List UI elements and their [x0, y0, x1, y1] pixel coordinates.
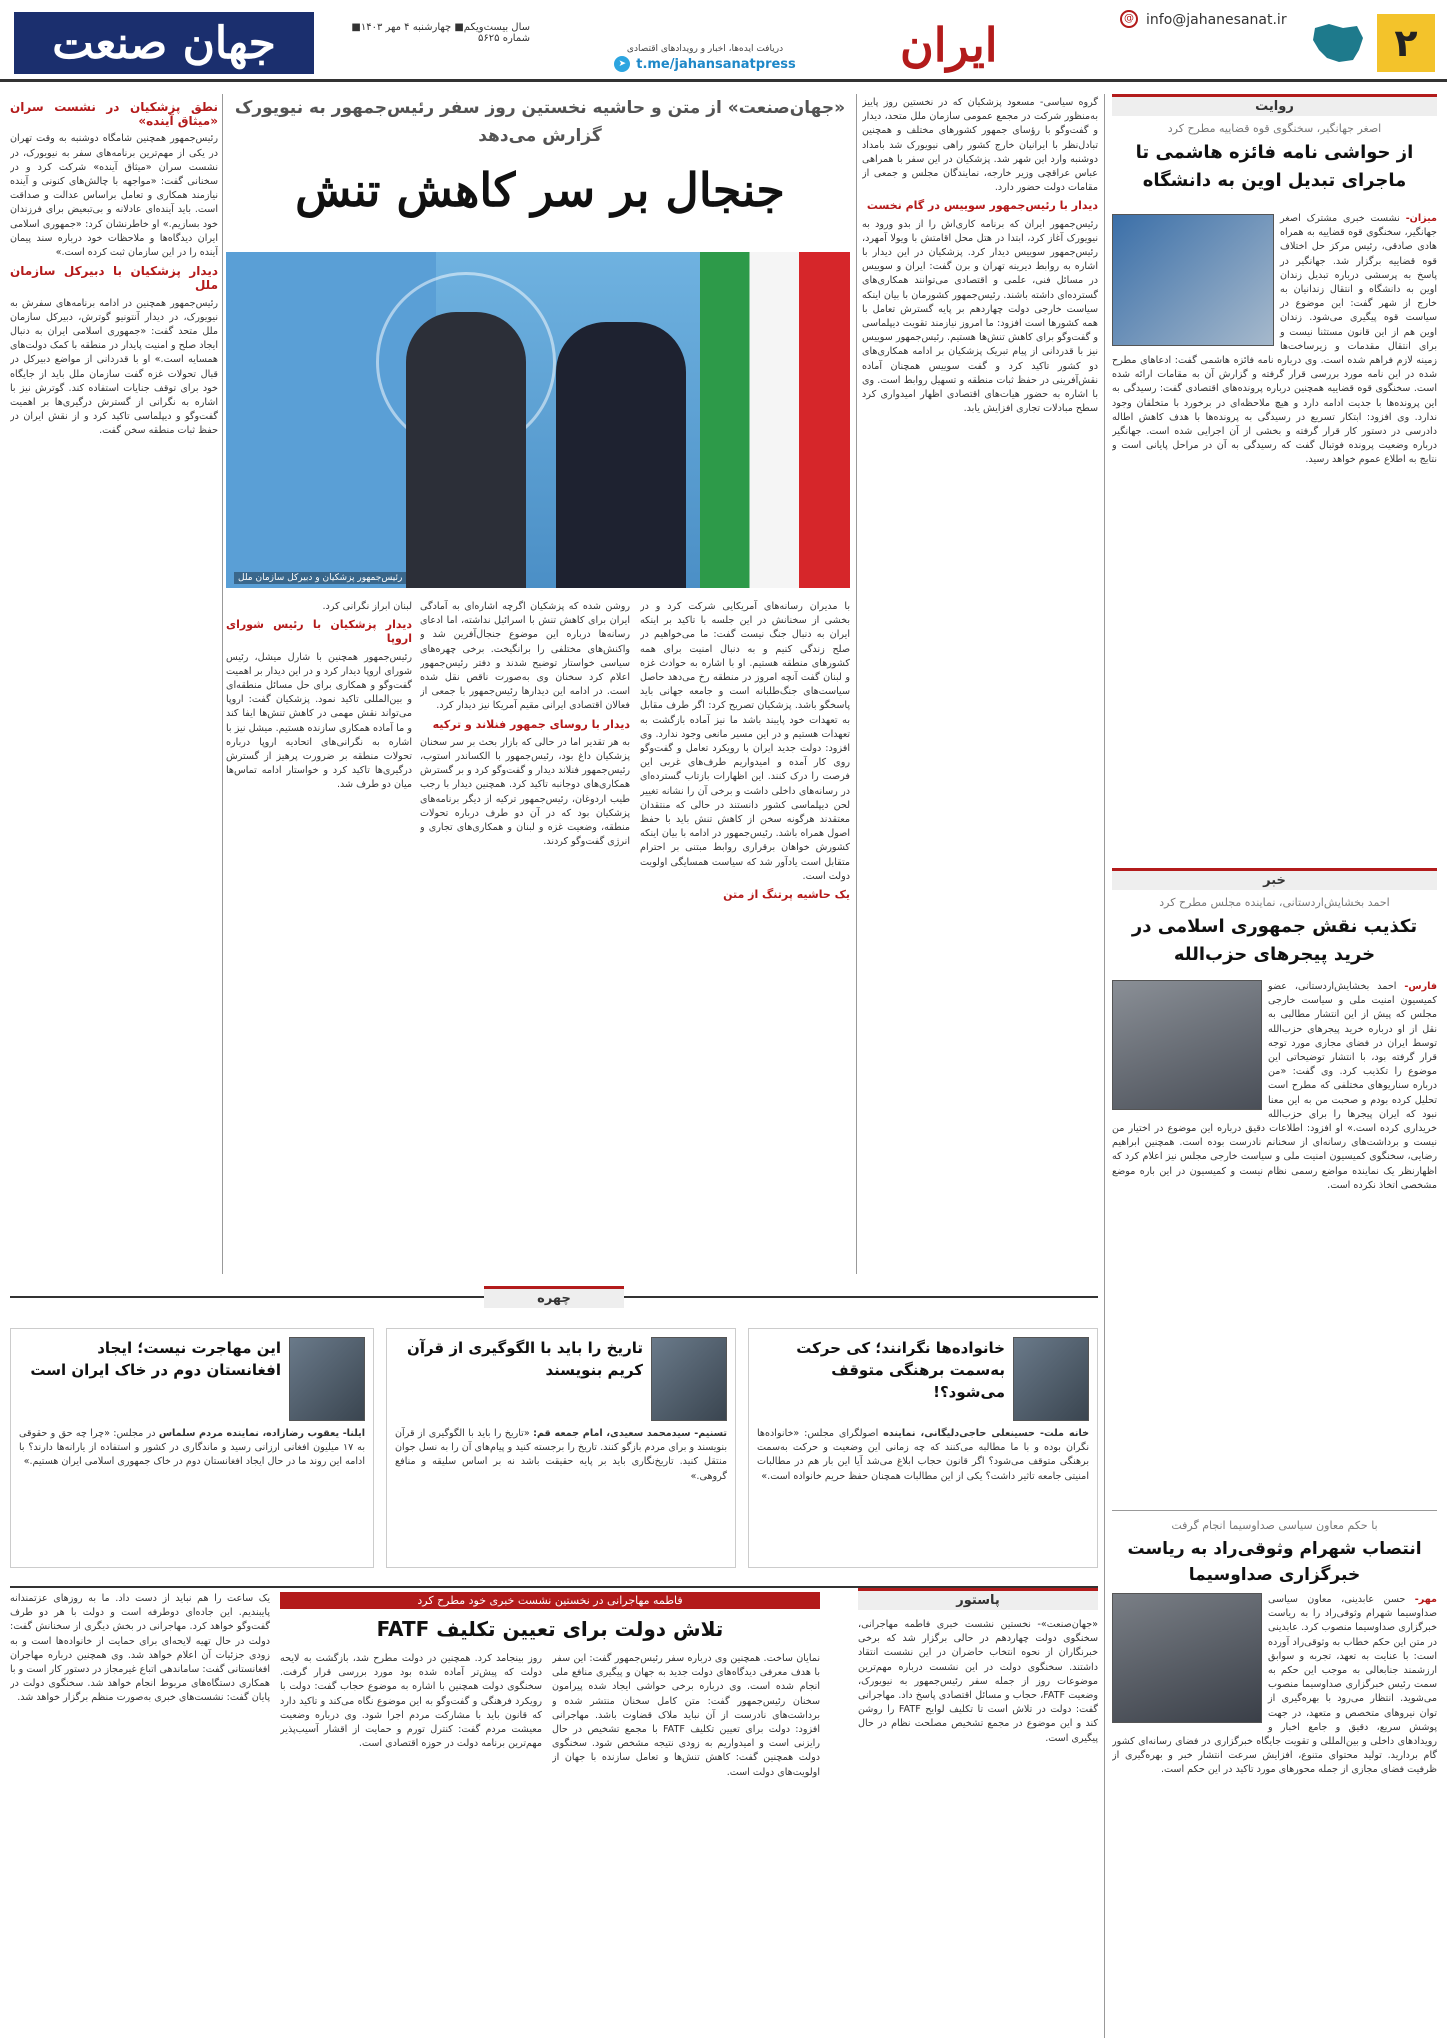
lead-col2-body: با مدیران رسانه‌های آمریکایی شرکت کرد و در بخشی از سخنانش در این جلسه با تاکید بر اینکه ایران به دنبال جنگ نیست گفت: ما می‌خواهیم در صلح زندگی کنیم و به دنبال امنیت برای همه کشورهای منطقه هستیم. او با اشاره به حوادث غزه و لبنان گفت آنچه امروز در منطقه رخ می‌دهد حاصل سیاست‌های جنگ‌طلبانه است و جامعه جهانی باید پاسخگو باشد. پزشکیان تصریح کرد: اگر طرف مقابل به تعهدات خود پایبند باشد ما نیز آماده بازگشت به تعهدات هستیم و در این مسیر مانعی وجود ندارد. وی افزود: دولت جدید ایران با رویکرد تعامل و گفت‌وگو روی کار آمده و امیدواریم طرف‌های غربی این فرصت را درک کنند. این اظهارات بازتاب گسترده‌ای در رسانه‌های داخلی داشت و برخی آن را نشانه تغییر لحن دیپلماسی کشور دانستند در حالی که منتقدان معتقدند هرگونه سخن از کاهش تنش باید با حفظ اصول همراه باشد. رئیس‌جمهور در ادامه با بیان اینکه کشورش خواهان برقراری روابط مبتنی بر احترام متقابل است یادآور شد که سیاست همسایگی اولویت دولت است. — [640, 601, 850, 882]
appoint-source: مهر- — [1414, 1594, 1437, 1605]
iran-flag — [700, 252, 850, 588]
appoint-box — [1112, 1510, 1437, 2038]
appoint-body: حسن عابدینی، معاون سیاسی صداوسیما شهرام وثوقی‌راد را به ریاست خبرگزاری صداوسیما منصوب کرد. عابدینی در متن این حکم خطاب به وثوقی‌راد آورده است: با عنایت به تعهد، تجربه و سوابق ارزشمند جنابعالی به موجب این حکم به سمت رئیس خبرگزاری صداوسیما منصوب می‌شوید. انتظار می‌رود با بهره‌گیری از توان نیروهای متخصص و متعهد، در جهت پوشش سریع، دقیق و جامع اخبار و رویدادهای داخلی و بین‌المللی و تقویت جایگاه خبرگزاری در فضای رسانه‌ای کشور گام بردارید. تولید محتوای متنوع، افزایش سرعت انتشار خبر و بهره‌گیری از ظرفیت فضای مجازی از جمله محورهای مورد تاکید در این حکم است. — [1112, 1594, 1437, 1776]
telegram-block[interactable] — [590, 44, 820, 78]
lead-kicker: «جهان‌صنعت» از متن و حاشیه نخستین روز سفر رئیس‌جمهور به نیویورک گزارش می‌دهد — [234, 98, 846, 146]
lead-sub-col2: یک حاشیه پرتنگ از متن — [723, 888, 850, 902]
pasto-label: پاستور — [858, 1588, 1098, 1610]
khabar-source: فارس- — [1404, 981, 1437, 992]
pasto-col2: نمایان ساخت. همچنین وی درباره سفر رئیس‌جمهور گفت: این سفر با هدف معرفی دیدگاه‌های دولت جدید به جهان و پیگیری منافع ملی انجام شده است. وی درباره برخی حواشی ایجاد شده پیرامون سخنان رئیس‌جمهور گفت: متن کامل سخنان منتشر شده و برداشت‌های نادرست از آن نباید ملاک قضاوت باشد. مهاجرانی افزود: دولت برای تعیین تکلیف FATF با مجمع تشخیص در حال رایزنی است و امیدواریم به زودی نتیجه مشخص شود. سخنگوی دولت همچنین گفت: کاهش تنش‌ها و تعامل سازنده با جهان از اولویت‌های دولت است. — [552, 1653, 820, 1778]
lead-sub-col5: نطق پزشکیان در نشست سران «میثاق آینده» — [10, 100, 218, 129]
pasto-kicker: فاطمه مهاجرانی در نخستین نشست خبری خود مطرح کرد — [280, 1592, 820, 1609]
person-left — [406, 312, 526, 588]
chehre-body-2: «تاریخ را باید با الگوگیری از قرآن بنویسند و برای مردم بازگو کنند. تاریخ را برجسته کنید و پیام‌های آن را به نسل جوان منتقل کنید. تاریخ‌نگاری باید بر پایه حقیقت باشد نه بر اساس سلیقه و منافع گروهی.» — [395, 1428, 727, 1482]
photo-caption: رئیس‌جمهور پزشکیان و دبیرکل سازمان ملل — [234, 572, 406, 584]
riwayat-headline: از حواشی نامه فائزه هاشمی تا ماجرای تبدیل اوین به دانشگاه — [1135, 142, 1414, 191]
lead-header — [230, 94, 850, 244]
pasto-col1: «جهان‌صنعت»- نخستین نشست خبری فاطمه مهاجرانی، سخنگوی دولت چهاردهم در حالی برگزار شد که برخی خبرنگاران از نحوه انتخاب حاضران در این نشست انتقاد داشتند. سخنگوی دولت در این نشست درباره مهم‌ترین موضوعات روز از جمله سفر رئیس‌جمهور به نیویورک، وضعیت FATF، حجاب و مسائل اقتصادی پاسخ داد. مهاجرانی گفت: دولت در تلاش است تا تکلیف لوایح FATF را روشن کند و این موضوع در مجمع تشخیص مصلحت نظام در حال پیگیری است. — [858, 1619, 1098, 1744]
email-icon: @ — [1120, 10, 1138, 28]
lead-col1-body: رئیس‌جمهور ایران که برنامه کاری‌اش را از بدو ورود به نیویورک آغاز کرد، ابتدا در هتل محل اقامتش با ویولا آمهرد، رئیس‌جمهور سوییس دیدار کرد. پزشکیان در این دیدار با اشاره به روابط دیرینه تهران و برن گفت: ایران و سوییس در مسائل فنی، علمی و اقتصادی می‌توانند همکاری‌های گسترده‌ای داشته باشند. رئیس‌جمهور کشورمان با بیان اینکه سیاست خارجی دولت چهاردهم بر پایه گسترش تعامل با همه کشورها است افزود: ما امروز نیازمند تقویت دیپلماسی و گفت‌وگو برای کاهش تنش‌ها هستیم. رئیس‌جمهور سوییس نیز با قدردانی از پیام تبریک پزشکیان بر ادامه همکاری‌های دو کشور تاکید کرد و گفت سوییس همچنان آماده نقش‌آفرینی در حفظ ثبات منطقه و تسهیل روابط است. وی با اشاره به حضور هیات‌های اقتصادی اظهار امیدواری کرد سطح مبادلات تجاری افزایش یابد. — [862, 218, 1098, 415]
chehre-headline-3: این مهاجرت نیست؛ ایجاد افغانستان دوم در خاک ایران است — [30, 1339, 281, 1379]
chehre-photo-2 — [651, 1337, 727, 1421]
page-number-box — [1377, 14, 1435, 72]
khabar-kicker: احمد بخشایش‌اردستانی، نماینده مجلس مطرح کرد — [1159, 896, 1390, 909]
chehre-label: چهره — [484, 1286, 624, 1308]
lead-col4b-body: رئیس‌جمهور همچنین با شارل میشل، رئیس شورای اروپا دیدار کرد و در این دیدار بر اهمیت گفت‌وگو و همکاری برای حل مسائل منطقه‌ای و بین‌المللی تاکید نمود. پزشکیان گفت: اروپا می‌تواند نقش مهمی در کاهش تنش‌ها ایفا کند و ما آماده همکاری سازنده هستیم. میشل نیز با اشاره به نگرانی‌های اتحادیه اروپا درباره تحولات منطقه بر ضرورت پرهیز از گسترش درگیری‌ها تاکید کرد و خواستار ادامه تماس‌ها میان دو طرف شد. — [226, 651, 412, 791]
lead-intro: گروه سیاسی- مسعود پزشکیان که در نخستین روز پاییز به‌منظور شرکت در مجمع عمومی سازمان ملل متحد، دیدار و گفت‌وگو با رؤسای جمهور کشورهای مختلف و همچنین تبادل‌نظر با ایرانیان خارج کشور راهی نیویورک شد بامداد دوشنبه وارد این شهر شد. پزشکیان در این سفر با همراهی عباس عراقچی وزیر خارجه، نمایندگان مجلس و جمعی از مقامات دولت حضور دارد. — [862, 97, 1098, 194]
riwayat-source: میزان- — [1405, 213, 1437, 224]
khabar-headline: تکذیب نقش جمهوری اسلامی در خرید پیجرهای حزب‌الله — [1131, 916, 1418, 965]
riwayat-body: نشست خبری مشترک اصغر جهانگیر، سخنگوی قوه قضاییه به همراه هادی صادقی، رئیس مرکز حل اختلاف قوه قضاییه برگزار شد. جهانگیر در پاسخ به پرسشی درباره تبدیل زندان اوین به دانشگاه و انتقال زندانیان به خارج از شهر گفت: این موضوع در سیاست قوه پیگیری می‌شود. زندان اوین هم از این قانون مستثنا نیست و برای انتقال مقدمات و زیرساخت‌ها زمینه لازم فراهم شده است. وی درباره نامه فائزه هاشمی گفت: ادعاهای مطرح شده در این نامه مورد بررسی قرار گرفته و گزارش آن به مقامات ارائه شده است. سخنگوی قوه قضاییه همچنین درباره پرونده‌های اقتصادی گفت: رسیدگی به این پرونده‌ها با جدیت ادامه دارد و هیچ ملاحظه‌ای در برخورد با متخلفان وجود ندارد. وی افزود: ابتکار تسریع در رسیدگی به پرونده‌ها با هدف کاهش اطاله دادرسی در دستور کار قرار گرفته و بخشی از آن اجرایی شده است. جهانگیر درباره وضعیت پرونده فوتبال گفت که رسیدگی به آن در مراحل پایانی است و نتایج به اطلاع عموم خواهد رسید. — [1112, 213, 1437, 466]
telegram-label: دریافت ایده‌ها، اخبار و رویدادهای اقتصادی — [626, 44, 784, 54]
riwayat-label: روایت — [1112, 94, 1437, 116]
lead-col4-body: لبنان ابراز نگرانی کرد. — [322, 601, 412, 612]
lead-col3 — [420, 600, 630, 1270]
pasto-section — [10, 1586, 1098, 2038]
chehre-section — [10, 1291, 1098, 1576]
chehre-item-3 — [10, 1328, 374, 1568]
section-title: ایران — [900, 18, 998, 72]
person-right — [556, 322, 686, 588]
appoint-headline: انتصاب شهرام وثوقی‌راد به ریاست خبرگزاری صداوسیما — [1127, 1539, 1422, 1585]
lead-col3b-body: به هر تقدیر اما در حالی که بازار بحث بر سر سخنان پزشکیان داغ بود، رئیس‌جمهور با الکساندر استوب، رئیس‌جمهور فنلاند دیدار و گفت‌وگو کرد و بر گسترش همکاری‌های دوجانبه تاکید کرد. همچنین دیدار با رجب طیب اردوغان، رئیس‌جمهور ترکیه از دیگر برنامه‌های پزشکیان بود که در آن دو طرف درباره تحولات منطقه، وضعیت غزه و لبنان و همکاری‌های تجاری و انرژی گفت‌وگو کردند. — [420, 736, 630, 848]
chehre-body-3: در مجلس: «چرا چه حق و حقوقی به ۱۷ میلیون افغانی ارزانی رسید و ماندگاری در کشور و استفاده از یارانه‌ها دارند؟ با ادامه این روند ما در حال ایجاد افغانستان دوم در خاک جمهوری اسلامی ایران هستیم.» — [19, 1428, 365, 1468]
chehre-headline-1: خانواده‌ها نگرانند؛ کی حرکت به‌سمت برهنگی متوقف می‌شود؟! — [796, 1339, 1005, 1401]
lead-col5 — [10, 96, 218, 1276]
chehre-byline-1: خانه ملت- حسینعلی حاجی‌دلیگانی، نماینده — [883, 1428, 1089, 1439]
lead-sub2-col5: دیدار پزشکیان با دبیرکل سازمان ملل — [10, 264, 218, 293]
khabar-box — [1112, 868, 1437, 1508]
chehre-item-1 — [748, 1328, 1098, 1568]
khabar-label: خبر — [1112, 868, 1437, 890]
chehre-headline-2: تاریخ را باید با الگوگیری از قرآن کریم بنویسند — [407, 1339, 643, 1379]
lead-sub-col3: دیدار با روسای جمهور فنلاند و ترکیه — [432, 717, 630, 731]
chehre-byline-3: ایلنا- یعقوب رضازاده، نماینده مردم سلماس — [158, 1428, 365, 1439]
lead-sub-col4: دیدار پزشکیان با رئیس شورای اروپا — [226, 618, 412, 646]
chehre-photo-1 — [1013, 1337, 1089, 1421]
lead-col2 — [640, 600, 850, 1270]
appoint-kicker: با حکم معاون سیاسی صداوسیما انجام گرفت — [1171, 1519, 1378, 1532]
lead-col5-body: رئیس‌جمهور همچنین شامگاه دوشنبه به وقت تهران در یکی از مهم‌ترین برنامه‌های سفر به نیویورک، در نشست سران «میثاق آینده» شرکت کرد و در سخنانی گفت: «مواجهه با چالش‌های کنونی و آینده نیازمند همکاری و تعامل براساس عدالت و صداقت است. باید آینده‌ای عادلانه و بی‌تبعیض برای فرزندان خود بسازیم.» او خاطرنشان کرد: «جمهوری اسلامی ایران دیدگاه‌ها و ملاحظات خود درباره سند پیمان آینده را در این سازمان ثبت کرده است.» — [10, 133, 218, 259]
page-number: ۲ — [1394, 21, 1418, 65]
logo — [14, 12, 314, 74]
chehre-item-2 — [386, 1328, 736, 1568]
lead-col3-body: روشن شده که پزشکیان اگرچه اشاره‌ای به آمادگی ایران برای کاهش تنش با اسرائیل نداشته، اما ادعای رسانه‌ها درباره این موضوع جنجال‌آفرین شد و واکنش‌های مختلفی را برانگیخت. برخی چهره‌های سیاسی خواستار توضیح شدند و دفتر رئیس‌جمهور اعلام کرد سخنان وی به‌صورت ناقص نقل شده است. در ادامه این دیدارها رئیس‌جمهور با جمعی از فعالان اقتصادی ایرانی مقیم آمریکا نیز دیدار کرد. — [420, 601, 630, 712]
lead-col5b-body: رئیس‌جمهور همچنین در ادامه برنامه‌های سفرش به نیویورک، در دیدار آنتونیو گوترش، دبیرکل سازمان ملل متحد گفت: «جمهوری اسلامی ایران به دنبال ایجاد صلح و امنیت پایدار در منطقه با کمک دولت‌های همسایه است.» او با قدردانی از مواضع دبیرکل در قبال تحولات غزه گفت سازمان ملل باید از جایگاه خود برای توقف جنایات استفاده کند. گوترش نیز با اشاره به نگرانی از گسترش درگیری‌ها بر اهمیت گفت‌وگو و دیپلماسی تاکید کرد و از نقش ایران در حفظ ثبات منطقه سخن گفت. — [10, 297, 218, 437]
lead-col4 — [226, 600, 412, 1270]
pasto-headline: تلاش دولت برای تعیین تکلیف FATF — [376, 1617, 724, 1641]
chehre-body-1: اصولگرای مجلس: «خانواده‌ها نگران بوده و با ما مطالبه می‌کنند که چه زمانی این وضعیت و حرکت به‌سمت برهنگی متوقف می‌شود؟ اگر قانون حجاب ابلاغ می‌شد آیا این بار هم در مطالبات امنیتی جامعه تاثیر داشت؟ یکی از این مطالبات همچنان حفظ حریم خانواده است.» — [757, 1428, 1089, 1482]
chehre-byline-2: تسنیم- سیدمحمد سعیدی، امام جمعه قم: — [533, 1428, 727, 1439]
email-address[interactable]: info@jahanesanat.ir — [1146, 12, 1287, 28]
riwayat-kicker: اصغر جهانگیر، سخنگوی قوه قضاییه مطرح کرد — [1167, 122, 1382, 135]
iran-map-icon — [1309, 20, 1367, 66]
logo-text: جهان صنعت — [52, 17, 276, 69]
khabar-body: احمد بخشایش‌اردستانی، عضو کمیسیون امنیت ملی و سیاست خارجی مجلس که پیش از این انتشار مطالبی به نقل از او درباره خرید پیجرهای حزب‌الله توسط ایران در فضای مجازی مورد توجه قرار گرفته بود، با انتشار توضیحاتی این موضوع را تکذیب کرد. وی گفت: «من درباره سناریوهای مختلفی که مطرح است تحلیل کرده بودم و صحبت من به این معنا نبود که ایران پیجرها را برای حزب‌الله خریداری کرده است.» او افزود: اطلاعات دقیق درباره این موضوع در اختیار من نیست و برداشت‌های رسانه‌ای از سخنانم نادرست بوده است. همچنین ابراهیم رضایی، سخنگوی کمیسیون امنیت ملی و سیاست خارجی مجلس نیز اعلام کرد که اظهارنظر یک نماینده مواضع رسمی نظام نیست و کمیسیون در این باره موضع مشخصی اتخاذ نکرده است. — [1112, 981, 1437, 1191]
chehre-photo-3 — [289, 1337, 365, 1421]
masthead — [0, 0, 1447, 82]
pasto-col4: یک ساعت را هم نباید از دست داد. ما به روزهای عزتمندانه پایبندیم. این جاده‌ای دوطرفه است و دولت با هر دو طرف گفت‌وگو خواهد کرد. مهاجرانی در بخش دیگری از سخنانش گفت: دولت در حال تهیه لایحه‌ای برای حمایت از خانواده‌ها است و به زودی جزئیات آن اعلام خواهد شد. وی همچنین درباره مهاجران افغانستانی گفت: ساماندهی اتباع غیرمجاز در دستور کار است و با همکاری دستگاه‌های مربوط انجام خواهد شد. سخنگوی دولت در پایان گفت: نشست‌های خبری به‌صورت منظم برگزار خواهد شد. — [10, 1593, 270, 1704]
lead-sub1: دیدار با رئیس‌جمهور سوییس در گام نخست — [866, 199, 1098, 213]
lead-headline: جنجال بر سر کاهش تنش — [295, 163, 785, 217]
lead-photo — [226, 252, 850, 588]
telegram-icon: ➤ — [614, 56, 630, 72]
pasto-col3: روز بینجامد کرد. همچنین در دولت مطرح شد، بازگشت به لایحه دولت که پیش‌تر آماده شده بود مورد بررسی قرار گرفت. سخنگوی دولت همچنین با اشاره به موضوع حجاب گفت: دولت با رویکرد فرهنگی و گفت‌وگو به این موضوع نگاه می‌کند و تاکید دارد که قانون باید با مشارکت مردم اجرا شود. وی درباره وضعیت معیشت مردم گفت: کنترل تورم و حمایت از اقشار آسیب‌پذیر مهم‌ترین برنامه دولت در حوزه اقتصادی است. — [280, 1653, 542, 1750]
issue-line: سال بیست‌ویکم■ چهارشنبه ۴ مهر ۱۴۰۳■ شماره ۵۶۲۵ — [351, 22, 530, 44]
lead-col1 — [862, 96, 1098, 1276]
telegram-url[interactable]: t.me/jahansanatpress — [636, 56, 796, 72]
riwayat-box — [1112, 94, 1437, 874]
